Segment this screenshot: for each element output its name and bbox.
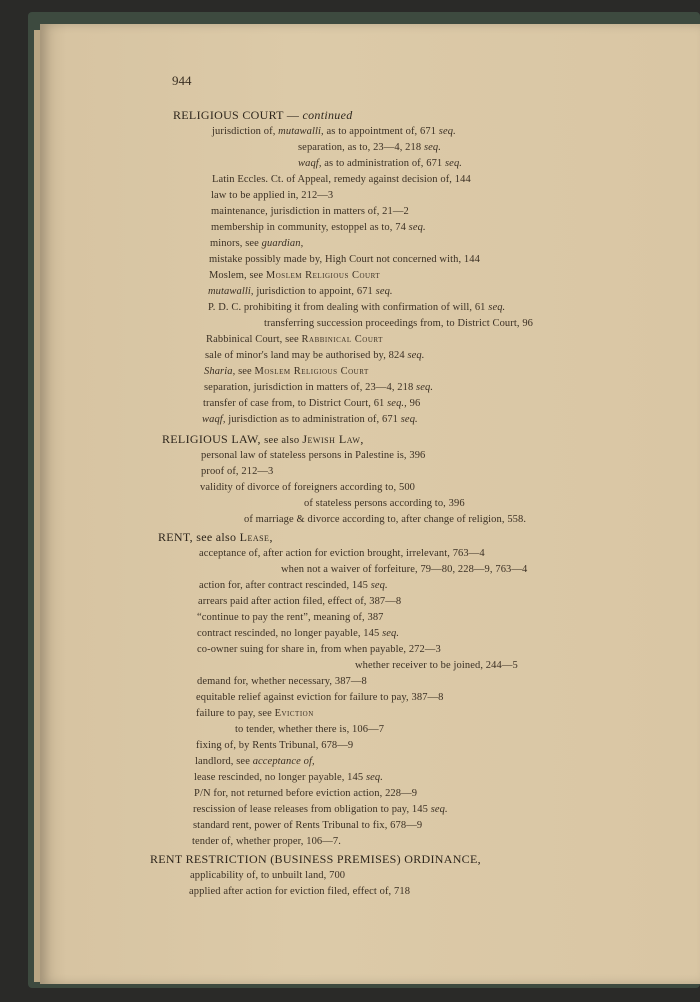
entry-text: as to appointment of, 671 (323, 126, 439, 137)
index-heading (150, 852, 481, 866)
entry-text: maintenance, jurisdiction in matters of, 21—2 (211, 206, 409, 217)
entry-text: separation, jurisdiction in matters of, 23—4, 218 (204, 382, 417, 393)
entry-text: as to administration of, 671 (321, 158, 445, 169)
index-entry (195, 755, 315, 769)
index-entry (196, 707, 314, 721)
entry-text: proof of, 212—3 (201, 466, 274, 477)
index-entry (197, 611, 384, 625)
entry-text: see also (264, 435, 303, 446)
index-entry (210, 237, 303, 251)
entry-text: mutawalli, (208, 286, 254, 297)
entry-text: Jewish Law, (302, 432, 364, 446)
index-entry (244, 513, 526, 527)
index-entry (264, 317, 533, 331)
entry-text: seq. (407, 350, 425, 361)
entry-text: seq. (365, 772, 383, 783)
entry-text: seq. (416, 382, 434, 393)
entry-text: acceptance of, after action for eviction brought, irrelevant, 763—4 (199, 548, 485, 559)
index-entry (193, 819, 422, 833)
entry-text: seq. (370, 580, 388, 591)
entry-text: seq. (400, 414, 418, 425)
entry-text: seq. (445, 158, 463, 169)
index-entry (202, 413, 418, 427)
index-entry (298, 157, 462, 171)
index-entry (208, 285, 393, 299)
index-entry (206, 333, 383, 347)
entry-text: RENT, (158, 530, 197, 544)
entry-text: seq. (382, 628, 400, 639)
index-entry (208, 301, 505, 315)
index-entry (281, 563, 527, 577)
index-entry (298, 141, 441, 155)
index-heading (158, 530, 273, 544)
entry-text: Moslem Religious Court (265, 270, 381, 281)
index-entry (205, 349, 424, 363)
entry-text: seq. (438, 126, 456, 137)
entry-text: to tender, whether there is, 106—7 (235, 724, 385, 735)
entry-text: see (235, 366, 255, 377)
index-entry (209, 269, 380, 283)
index-entry (199, 547, 485, 561)
index-entry (196, 691, 444, 705)
index-entry (193, 803, 448, 817)
entry-text: Moslem, see (209, 270, 266, 281)
index-heading (162, 432, 364, 448)
entry-text: seq. (375, 286, 393, 297)
index-entry (196, 739, 353, 753)
entry-text: law to be applied in, 212—3 (211, 190, 334, 201)
entry-text: standard rent, power of Rents Tribunal to fix, 678—9 (193, 820, 423, 831)
entry-text: P/N for, not returned before eviction action, 228—9 (194, 788, 418, 799)
index-entry (197, 675, 367, 689)
entry-text: transfer of case from, to District Court, 61 (203, 398, 388, 409)
entry-text: when not a waiver of forfeiture, 79—80, 228—9, 763—4 (281, 564, 528, 575)
index-entry (204, 381, 433, 395)
entry-text: seq. (423, 142, 441, 153)
index-entry (212, 173, 471, 187)
entry-text: seq. (488, 302, 506, 313)
index-entry (194, 787, 417, 801)
entry-text: see also (196, 530, 240, 544)
index-entry (304, 497, 465, 511)
index-heading (173, 108, 353, 122)
entry-text: landlord, see (195, 756, 253, 767)
entry-text: applied after action for eviction filed, effect of, 718 (189, 886, 411, 897)
entry-text: arrears paid after action filed, effect of, 387—8 (198, 596, 402, 607)
index-entry (197, 627, 399, 641)
entry-text: transferring succession proceedings from, to District Court, 96 (264, 318, 534, 329)
index-entry (211, 221, 426, 235)
entry-text: RELIGIOUS LAW, (162, 432, 265, 446)
index-entry (211, 205, 409, 219)
entry-text: equitable relief against eviction for failure to pay, 387—8 (196, 692, 444, 703)
entry-text: jurisdiction of, (212, 126, 279, 137)
index-entry (201, 465, 273, 479)
entry-text: Sharia, (204, 366, 236, 377)
entry-text: seq. (430, 804, 448, 815)
index-entry (355, 659, 518, 673)
entry-text: contract rescinded, no longer payable, 145 (197, 628, 383, 639)
entry-text: demand for, whether necessary, 387—8 (197, 676, 367, 687)
index-entry (190, 869, 345, 883)
entry-text: waqf, (202, 414, 226, 425)
entry-text: guardian, (261, 238, 304, 249)
index-entry (235, 723, 384, 737)
entry-text: seq., (387, 398, 407, 409)
index-entry (197, 643, 441, 657)
entry-text: membership in community, estoppel as to, 74 (211, 222, 409, 233)
entry-text: of marriage & divorce according to, after change of religion, 558. (244, 514, 527, 525)
entry-text: minors, see (210, 238, 262, 249)
index-entry (203, 397, 420, 411)
entry-text: rescission of lease releases from obligation to pay, 145 (193, 804, 431, 815)
entry-text: failure to pay, see (196, 708, 275, 719)
entry-text: waqf, (298, 158, 322, 169)
index-entry (201, 449, 425, 463)
entry-text: separation, as to, 23—4, 218 (298, 142, 424, 153)
entry-text: Rabbinical Court (301, 334, 383, 345)
index-entry (192, 835, 341, 849)
entry-text: 96 (406, 398, 421, 409)
entry-text: lease rescinded, no longer payable, 145 (194, 772, 366, 783)
entry-text: P. D. C. prohibiting it from dealing with confirmation of will, 61 (208, 302, 489, 313)
entry-text: “continue to pay the rent”, meaning of, 387 (197, 612, 384, 623)
entry-text: tender of, whether proper, 106—7. (192, 836, 341, 847)
index-entry (199, 579, 388, 593)
entry-text: acceptance of, (252, 756, 315, 767)
entry-text: action for, after contract rescinded, 145 (199, 580, 371, 591)
entry-text: of stateless persons according to, 396 (304, 498, 465, 509)
page-number: 944 (172, 73, 192, 88)
entry-text: RENT RESTRICTION (BUSINESS PREMISES) ORDINANCE, (150, 852, 481, 866)
index-entry (204, 365, 369, 379)
entry-text: Lease, (239, 530, 273, 544)
index-entry (212, 125, 456, 139)
index-entry (198, 595, 401, 609)
entry-text: Rabbinical Court, see (206, 334, 302, 345)
index-entry (200, 481, 415, 495)
entry-text: Moslem Religious Court (254, 366, 369, 377)
entry-text: RELIGIOUS COURT — (173, 108, 303, 122)
entry-text: fixing of, by Rents Tribunal, 678—9 (196, 740, 354, 751)
entry-text: validity of divorce of foreigners according to, 500 (200, 482, 416, 493)
entry-text: Eviction (274, 708, 314, 719)
index-entry (209, 253, 480, 267)
entry-text: jurisdiction to appoint, 671 (253, 286, 376, 297)
entry-text: co-owner suing for share in, from when payable, 272—3 (197, 644, 441, 655)
entry-text: seq. (408, 222, 426, 233)
index-entry (211, 189, 333, 203)
entry-text: mutawalli, (278, 126, 324, 137)
entry-text: applicability of, to unbuilt land, 700 (190, 870, 346, 881)
entry-text: sale of minor's land may be authorised by, 824 (205, 350, 408, 361)
entry-text: continued (302, 108, 353, 122)
entry-text: jurisdiction as to administration of, 671 (225, 414, 401, 425)
entry-text: mistake possibly made by, High Court not concerned with, 144 (209, 254, 480, 265)
index-entry (194, 771, 383, 785)
entry-text: whether receiver to be joined, 244—5 (355, 660, 518, 671)
entry-text: Latin Eccles. Ct. of Appeal, remedy against decision of, 144 (212, 174, 471, 185)
index-entry (189, 885, 410, 899)
entry-text: personal law of stateless persons in Palestine is, 396 (201, 450, 426, 461)
